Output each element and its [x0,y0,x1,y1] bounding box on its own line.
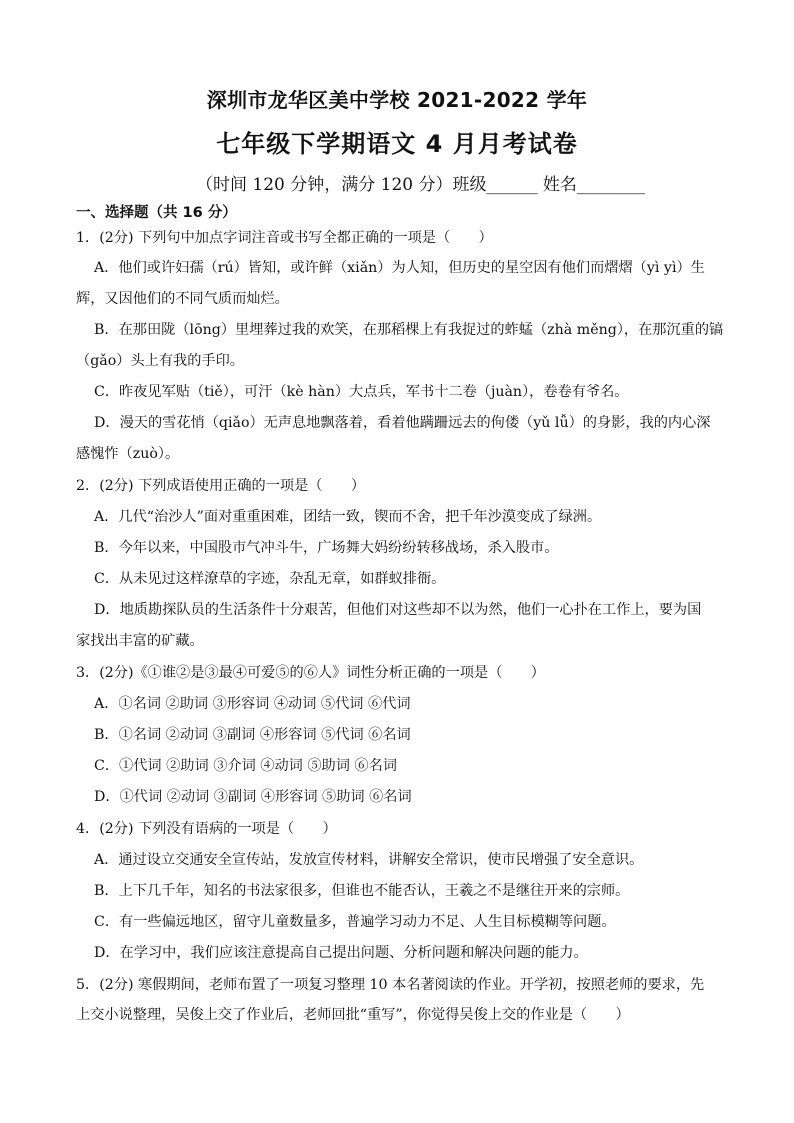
question-4-option-c: C．有一些偏远地区，留守儿童数量多，普遍学习动力不足、人生目标模糊等问题。 [94,914,616,930]
question-1-option-c: C．昨夜见军贴（tiě），可汗（kè hàn）大点兵，军书十二卷（juàn），卷卷有爷名。 [94,384,629,400]
question-4-option-b: B．上下几千年，知名的书法家很多，但谁也不能否认，王羲之不是继往开来的宗师。 [94,883,630,899]
question-1-option-d-cont: 感愧怍（zuò）。 [76,446,180,462]
question-3-stem: 3．(2分)《①谁②是③最④可爱⑤的⑥人》词性分析正确的一项是（ ） [76,665,545,681]
exam-title: 七年级下学期语文 4 月月考试卷 [216,130,578,158]
question-1-stem: 1．(2分) 下列句中加点字词注音或书写全都正确的一项是（ ） [76,230,493,246]
question-4-option-d: D．在学习中，我们应该注意提高自己提出问题、分析问题和解决问题的能力。 [94,945,588,961]
question-1-option-b-cont: （gǎo）头上有我的手印。 [76,353,244,369]
question-5-stem-cont: 上交小说整理，吴俊上交了作业后，老师回批“重写”，你觉得吴俊上交的作业是（ ） [76,1007,630,1023]
question-4-stem: 4．(2分) 下列没有语病的一项是（ ） [76,821,337,837]
question-4-option-a: A．通过设立交通安全宣传站，发放宣传材料，讲解安全常识，使市民增强了安全意识。 [94,852,644,868]
question-2-option-c: C．从未见过这样潦草的字迹，杂乱无章，如群蚁排衙。 [94,571,446,587]
question-3-option-c: C．①代词 ②助词 ③介词 ④动词 ⑤助词 ⑥名词 [94,758,397,774]
question-2-option-d-cont: 家找出丰富的矿藏。 [76,633,204,649]
question-1-option-a: A．他们或许妇孺（rú）皆知，或许鲜（xiǎn）为人知，但历史的星空因有他们而熠熠（yì yì）生 [94,260,705,276]
question-2-option-b: B．今年以来，中国股市气冲斗牛，广场舞大妈纷纷转移战场，杀入股市。 [94,540,559,556]
question-2-option-d: D．地质勘探队员的生活条件十分艰苦，但他们对这些却不以为然，他们一心扑在工作上，要为国 [94,602,702,618]
question-1-option-a-cont: 辉，又因他们的不同气质而灿烂。 [76,291,289,307]
question-5-stem: 5．(2分) 寒假期间，老师布置了一项复习整理 10 本名著阅读的作业。开学初，按照老师的要求，先 [76,977,705,993]
question-2-stem: 2．(2分) 下列成语使用正确的一项是（ ） [76,478,366,494]
question-1-option-b: B．在那田陇（lōng）里埋葬过我的欢笑，在那稻棵上有我捉过的蚱蜢（zhà měng），在那沉重的镐 [94,322,724,338]
school-year-title: 深圳市龙华区美中学校 2021-2022 学年 [206,88,588,112]
section-heading-choice: 一、选择题（共 16 分） [76,205,237,221]
question-1-option-d: D．漫天的雪花悄（qiǎo）无声息地飘落着，看着他蹒跚远去的佝偻（yǔ lǚ）的身影，我的内心深 [94,415,711,431]
question-3-option-b: B．①名词 ②动词 ③副词 ④形容词 ⑤代词 ⑥名词 [94,727,411,743]
question-3-option-d: D．①代词 ②动词 ③副词 ④形容词 ⑤助词 ⑥名词 [94,789,412,805]
question-2-option-a: A．几代“治沙人”面对重重困难，团结一致，锲而不舍，把千年沙漠变成了绿洲。 [94,509,602,525]
question-3-option-a: A．①名词 ②助词 ③形容词 ④动词 ⑤代词 ⑥代词 [94,696,411,712]
exam-info-line: （时间 120 分钟，满分 120 分）班级______ 姓名________ [196,175,645,195]
